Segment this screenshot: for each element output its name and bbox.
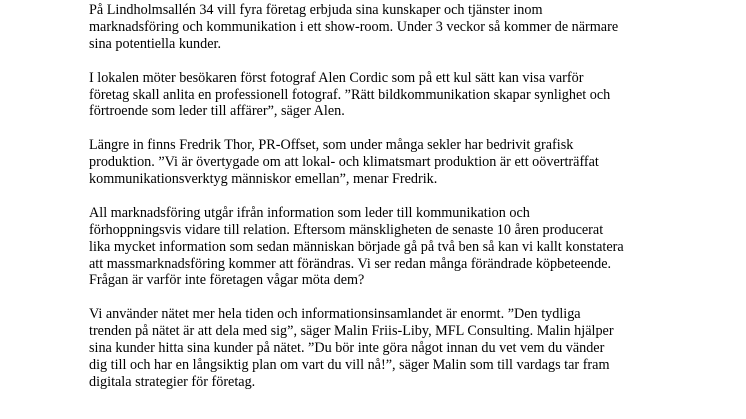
document-body (89, 2, 689, 408)
text-line: På Lindholmsallén 34 vill fyra företag erbjuda sina kunskaper och tjänster inom (89, 2, 543, 18)
text-line: trenden på nätet är att dela med sig”, säger Malin Friis-Liby, MFL Consulting. Malin hjälper (89, 323, 614, 340)
text-line: förhoppningsvis vidare till relation. Eftersom mänskligheten de senaste 10 åren producerat (89, 221, 604, 238)
text-line: Längre in finns Fredrik Thor, PR-Offset, som under många sekler har bedrivit grafisk (89, 137, 574, 154)
paragraph-print-production (89, 137, 689, 188)
text-line: All marknadsföring utgår ifrån information som leder till kommunikation och (89, 204, 530, 221)
text-line: kommunikationsverktyg människor emellan”, menar Fredrik. (89, 171, 438, 188)
text-line: I lokalen möter besökaren först fotograf Alen Cordic som på ett kul sätt kan visa varför (89, 69, 584, 86)
text-line: dig till och har en långsiktig plan om vart du vill nå!”, säger Malin som till vardags tar fram (89, 356, 610, 373)
text-line: företag skall anlita en professionell fotograf. ”Rätt bildkommunikation skapar synlighet och (89, 86, 611, 103)
paragraph-marketing (89, 205, 689, 290)
text-line: marknadsföring och kommunikation i ett show-room. Under 3 veckor så kommer de närmare (89, 18, 619, 35)
text-line: sina kunder hitta sina kunder på nätet. ”Du bör inte göra något innan du vet vem du vänder (89, 340, 605, 357)
paragraph-intro (89, 2, 689, 53)
text-line: förtroende som leder till affärer”, säger Alen. (89, 103, 345, 120)
text-line: sina potentiella kunder. (89, 35, 221, 52)
paragraph-digital-strategy (89, 306, 689, 391)
text-line: produktion. ”Vi är övertygade om att lokal- och klimatsmart produktion är ett oöverträffat (89, 154, 599, 171)
text-line: lika mycket information som sedan människan började gå på två ben så kan vi kallt konstatera (89, 238, 624, 255)
text-line: Frågan är varför inte företagen vågar möta dem? (89, 272, 365, 289)
paragraph-photographer (89, 70, 689, 121)
text-line: att massmarknadsföring kommer att förändras. Vi ser redan många förändrade köpbeteende. (89, 255, 612, 272)
text-line: digitala strategier för företag. (89, 373, 256, 390)
text-line: Vi använder nätet mer hela tiden och informationsinsamlandet är enormt. ”Den tydliga (89, 306, 581, 323)
